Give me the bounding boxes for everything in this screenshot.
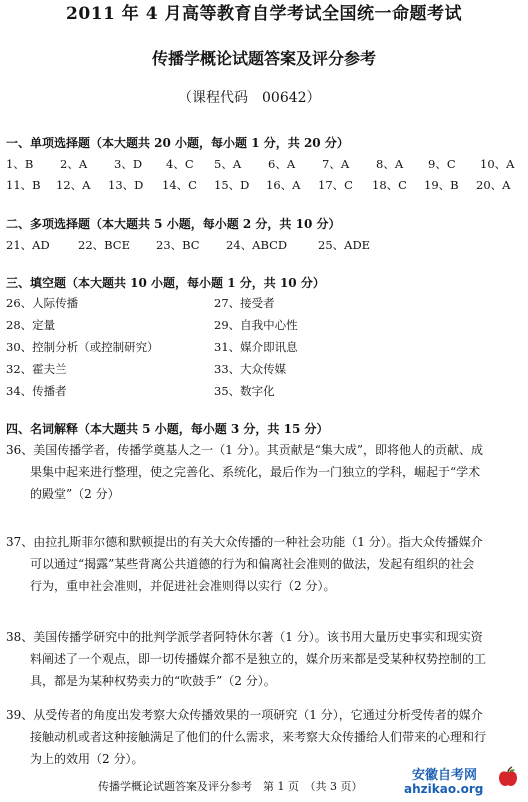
answer-item: 15、D xyxy=(214,178,250,192)
section-4-heading: 四、名词解释（本大题共 5 小题，每小题 3 分，共 15 分） xyxy=(6,422,329,436)
course-code: （课程代码 00642） xyxy=(178,90,321,106)
answer-line: 具，都是为某种权势卖力的“吹鼓手”（2 分）。 xyxy=(30,674,276,688)
answer-item: 23、BC xyxy=(156,238,200,252)
answer-item: 20、A xyxy=(476,178,511,192)
exam-title: 2011 年 4 月高等教育自学考试全国统一命题考试 xyxy=(66,4,462,24)
fill-answer: 30、控制分析（或控制研究） xyxy=(6,340,159,354)
answer-item: 19、B xyxy=(424,178,459,192)
answer-line: 38、美国传播学研究中的批判学派学者阿特休尔著（1 分）。该书用大量历史事实和现实资 xyxy=(6,630,483,644)
answer-item: 21、AD xyxy=(6,238,50,252)
answer-line: 的殿堂”（2 分） xyxy=(30,487,120,501)
answer-item: 13、D xyxy=(108,178,144,192)
answer-item: 16、A xyxy=(266,178,301,192)
answer-item: 18、C xyxy=(372,178,407,192)
answer-item: 3、D xyxy=(114,157,143,171)
fill-answer: 27、接受者 xyxy=(214,296,275,310)
answer-item: 9、C xyxy=(428,157,456,171)
answer-line: 为上的效用（2 分）。 xyxy=(30,752,144,766)
fill-answer: 35、数字化 xyxy=(214,384,275,398)
answer-item: 12、A xyxy=(56,178,91,192)
fill-answer: 29、自我中心性 xyxy=(214,318,298,332)
answer-item: 24、ABCD xyxy=(226,238,288,252)
answer-item: 4、C xyxy=(166,157,194,171)
answer-item: 8、A xyxy=(376,157,404,171)
answer-item: 5、A xyxy=(214,157,242,171)
answer-line: 36、美国传播学者，传播学奠基人之一（1 分）。其贡献是“集大成”，即将他人的贡献、成 xyxy=(6,443,483,457)
answer-line: 接触动机或者这种接触满足了他们的什么需求，来考察大众传播给人们带来的心理和行 xyxy=(30,730,487,744)
answer-item: 1、B xyxy=(6,157,34,171)
fill-answer: 31、媒介即讯息 xyxy=(214,340,298,354)
answer-item: 25、ADE xyxy=(318,238,371,252)
page-footer: 传播学概论试题答案及评分参考 第 1 页 （共 3 页） xyxy=(98,780,363,793)
answer-item: 2、A xyxy=(60,157,88,171)
document-subtitle: 传播学概论试题答案及评分参考 xyxy=(151,49,376,68)
answer-item: 6、A xyxy=(268,157,296,171)
answer-line: 果集中起来进行整理，使之完善化、系统化，最后作为一门独立的学科，崛起于“学术 xyxy=(30,465,481,479)
answer-item: 11、B xyxy=(6,178,41,192)
answer-item: 7、A xyxy=(322,157,350,171)
watermark-line-1: 安徽自考网 xyxy=(412,768,478,783)
answer-line: 行为，重申社会准则，并促进社会准则得以实行（2 分）。 xyxy=(30,579,336,593)
answer-item: 14、C xyxy=(162,178,197,192)
site-watermark-logo xyxy=(404,764,524,800)
fill-answer: 28、定量 xyxy=(6,318,56,332)
section-2-heading: 二、多项选择题（本大题共 5 小题，每小题 2 分，共 10 分） xyxy=(6,217,341,231)
answer-line: 39、从受传者的角度出发考察大众传播效果的一项研究（1 分），它通过分析受传者的媒介 xyxy=(6,708,483,722)
answer-item: 10、A xyxy=(480,157,515,171)
apple-icon xyxy=(496,766,520,790)
watermark-line-2: ahzikao.org xyxy=(404,782,484,796)
answer-item: 17、C xyxy=(318,178,353,192)
section-1-heading: 一、单项选择题（本大题共 20 小题，每小题 1 分，共 20 分） xyxy=(6,136,349,150)
answer-line: 37、由拉扎斯菲尔德和默顿提出的有关大众传播的一种社会功能（1 分）。指大众传播媒介 xyxy=(6,535,483,549)
fill-answer: 26、人际传播 xyxy=(6,296,79,310)
fill-answer: 32、霍夫兰 xyxy=(6,362,67,376)
section-3-heading: 三、填空题（本大题共 10 小题，每小题 1 分，共 10 分） xyxy=(6,276,325,290)
fill-answer: 34、传播者 xyxy=(6,384,67,398)
answer-line: 可以通过“揭露”某些背离公共道德的行为和偏离社会准则的做法，发起有组织的社会 xyxy=(30,557,475,571)
answer-line: 料阐述了一个观点，即一切传播媒介都不是独立的，媒介历来都是受某种权势控制的工 xyxy=(30,652,487,666)
answer-item: 22、BCE xyxy=(78,238,130,252)
fill-answer: 33、大众传媒 xyxy=(214,362,287,376)
